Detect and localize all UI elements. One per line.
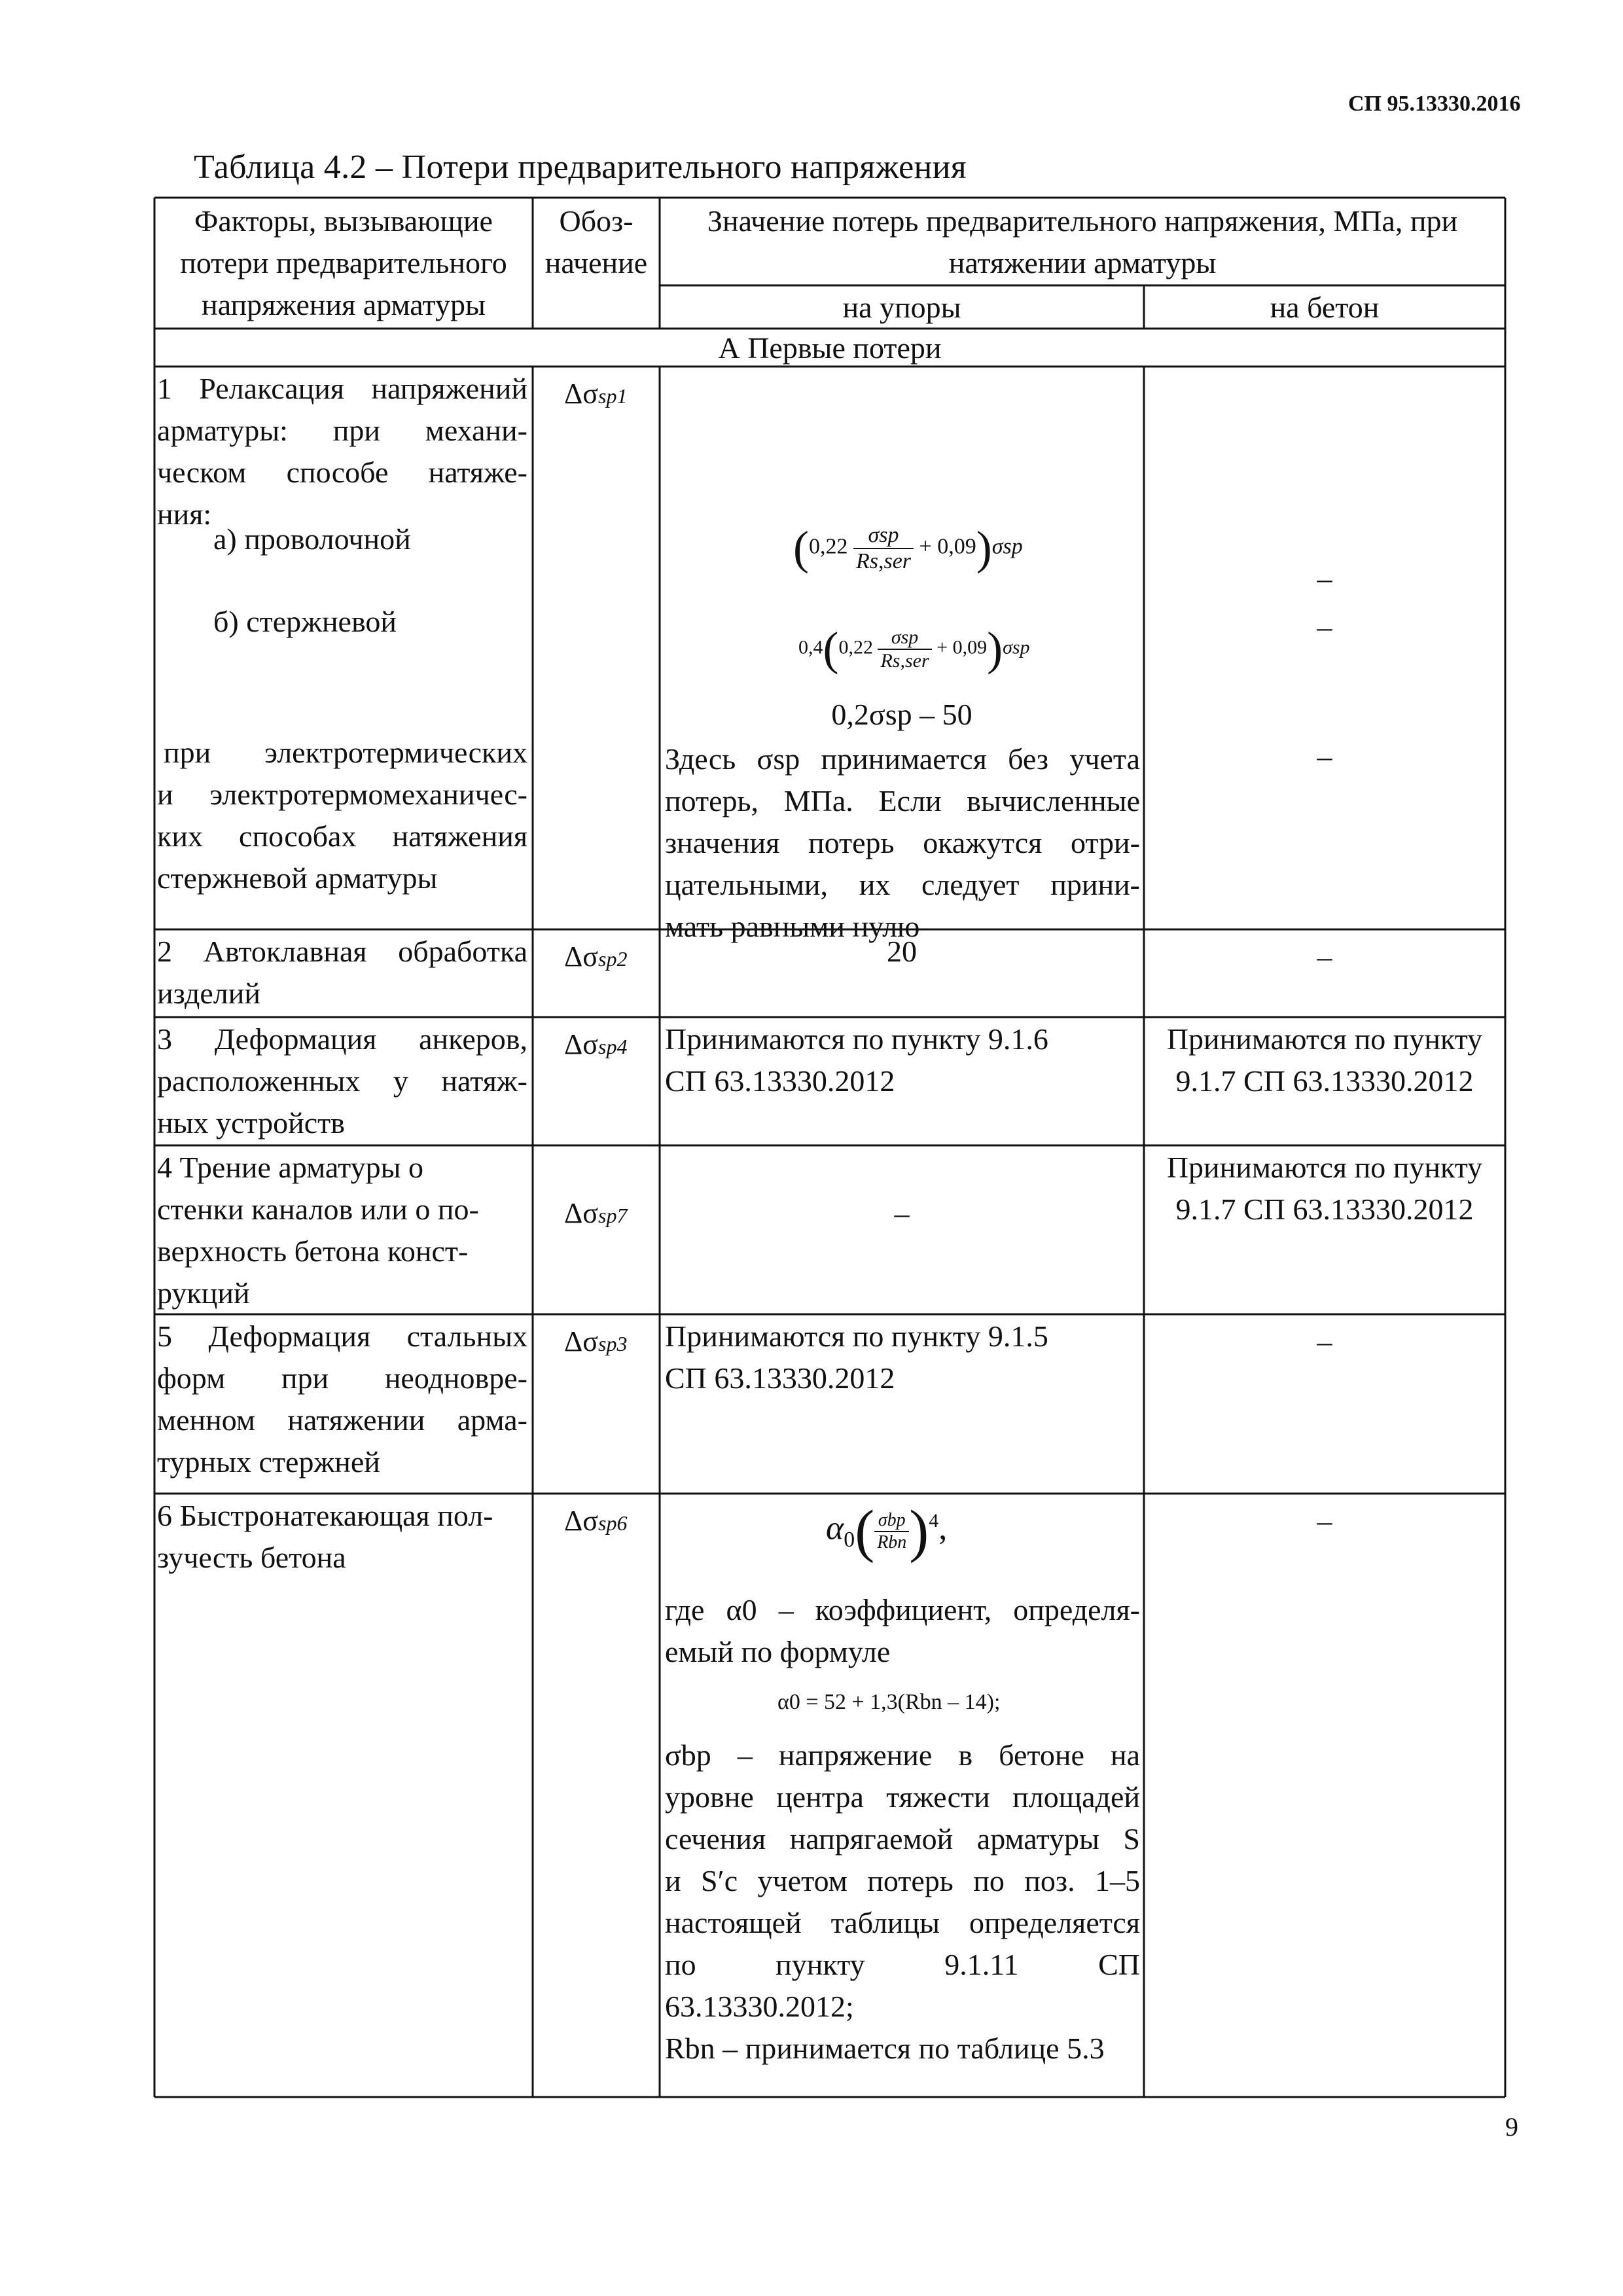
row3-anchors: [665, 1018, 1140, 1102]
row3-factor-line: ных устройств: [157, 1106, 345, 1139]
header-designation-line: начение: [544, 246, 648, 279]
document-code: СП 95.13330.2016: [1348, 92, 1521, 116]
row5-factor-line: турных стержней: [157, 1445, 380, 1479]
row5-factor-line: менном натяжении арма-: [157, 1403, 527, 1437]
row4-anchors: –: [894, 1196, 910, 1230]
row6-concrete: –: [1317, 1504, 1332, 1537]
header-on-anchors: на упоры: [842, 291, 961, 324]
row6-factor: [157, 1495, 527, 1579]
row1-symbol: Δσsp1: [564, 378, 628, 410]
row5-factor-line: форм при неодновре-: [157, 1361, 527, 1395]
row6-text-line: где α0 – коэффициент, определя-: [665, 1593, 1140, 1626]
row6-text2-line: уровне центра тяжести площадей: [665, 1780, 1140, 1814]
row4-concrete-line: 9.1.7 СП 63.13330.2012: [1175, 1193, 1474, 1226]
row5-factor-line: 5 Деформация стальных: [157, 1319, 527, 1353]
row4-symbol: Δσsp7: [564, 1197, 628, 1229]
row3-factor-line: 3 Деформация анкеров,: [157, 1022, 527, 1056]
row3-anchors-line: СП 63.13330.2012: [665, 1064, 895, 1098]
row3-factor-line: расположенных у натяж-: [157, 1064, 527, 1098]
row1-factor-line: арматуры: при механи-: [157, 414, 527, 447]
row1-note-line: мать равными нулю: [665, 910, 920, 943]
row6-text2-line: сечения напрягаемой арматуры S: [665, 1822, 1140, 1856]
row5-symbol: Δσsp3: [564, 1325, 628, 1357]
row4-concrete-line: Принимаются по пункту: [1166, 1151, 1483, 1184]
row4-factor-line: рукций: [157, 1276, 250, 1310]
row1-note-line: потерь, МПа. Если вычисленные: [665, 784, 1140, 817]
row3-symbol: Δσsp4: [564, 1028, 628, 1060]
row1-electro-line: при электротермических: [164, 736, 527, 769]
row2-factor: [157, 931, 527, 1014]
header-loss-line: натяжении арматуры: [948, 246, 1217, 279]
row1-factor-line: ческом способе натяже-: [157, 456, 527, 489]
row4-factor-line: верхность бетона конст-: [157, 1234, 469, 1268]
row1-factor-line: 1 Релаксация напряжений: [157, 372, 527, 405]
row6-text: [665, 1589, 1140, 1673]
row3-anchors-line: Принимаются по пункту 9.1.6: [665, 1022, 1048, 1056]
row1-factor-line: ния:: [157, 497, 212, 531]
table-title: Таблица 4.2 – Потери предварительного напряжения: [194, 149, 967, 186]
header-factors-line: напряжения арматуры: [202, 288, 486, 321]
header-designation: [535, 200, 657, 284]
section-first-losses: А Первые потери: [718, 331, 942, 365]
row2-concrete: –: [1317, 940, 1332, 973]
header-factors-line: Факторы, вызывающие: [194, 204, 493, 238]
row1-sub-rod: б) стержневой: [213, 605, 397, 638]
row1-electro-line: стержневой арматуры: [157, 861, 438, 895]
row6-text2: [665, 1734, 1140, 2070]
row1-formula-wire: (0,22 $\frac{\text{σsp}}{\text{Rs,ser}}$ + 0,09)σsp: [793, 522, 1023, 574]
row5-anchors-line: СП 63.13330.2012: [665, 1361, 895, 1395]
row6-text2-line: Rbn – принимается по таблице 5.3: [665, 2032, 1105, 2065]
row5-factor: [157, 1316, 527, 1483]
row3-concrete-line: 9.1.7 СП 63.13330.2012: [1175, 1064, 1474, 1098]
row6-text2-line: 63.13330.2012;: [665, 1990, 854, 2023]
row4-factor-line: стенки каналов или о по-: [157, 1193, 479, 1226]
row4-concrete: [1147, 1147, 1503, 1230]
row1-formula-rod: 0,4(0,22 $\frac{\text{σsp}}{\text{Rs,ser}}$ + 0,09)σsp: [798, 622, 1030, 675]
page-number: 9: [1505, 2112, 1518, 2142]
row2-anchors: 20: [887, 935, 917, 968]
row6-formula-main: $\alpha_0$( $\frac{\text{σbp}}{\text{Rbn}}$ )$^4$,: [826, 1499, 948, 1564]
row1-factor-electro: [157, 732, 527, 899]
row5-concrete: –: [1317, 1325, 1332, 1358]
header-loss-values: [662, 200, 1503, 284]
row1-concrete-rod: –: [1317, 610, 1332, 643]
row3-concrete: [1147, 1018, 1503, 1102]
row6-text-line: емый по формуле: [665, 1635, 891, 1668]
row6-factor-line: зучесть бетона: [157, 1541, 346, 1574]
row5-anchors: [665, 1316, 1140, 1399]
header-on-concrete: на бетон: [1270, 291, 1380, 324]
header-factors: [157, 200, 530, 326]
row1-factor: [157, 368, 527, 535]
row5-anchors-line: Принимаются по пункту 9.1.5: [665, 1319, 1048, 1353]
row1-sub-wire: а) проволочной: [213, 522, 411, 556]
row1-formula-electro: 0,2σsp – 50: [831, 698, 972, 731]
row6-text2-line: и S′с учетом потерь по поз. 1–5: [665, 1864, 1140, 1897]
row1-concrete-wire: –: [1317, 562, 1332, 595]
row3-factor: [157, 1018, 527, 1144]
row6-text2-line: настоящей таблицы определяется: [665, 1906, 1140, 1939]
row1-electro-line: и электротермомеханичес-: [157, 778, 527, 811]
row1-electro-line: ких способах натяжения: [157, 819, 527, 853]
row6-text2-line: σbp – напряжение в бетоне на: [665, 1738, 1140, 1772]
row2-factor-line: изделий: [157, 977, 260, 1010]
row1-note-line: цательными, их следует прини-: [665, 868, 1140, 901]
header-loss-line: Значение потерь предварительного напряжения, МПа, при: [707, 204, 1458, 238]
header-designation-line: Обоз-: [559, 204, 633, 238]
row2-symbol: Δσsp2: [564, 941, 628, 973]
row6-factor-line: 6 Быстронатекающая пол-: [157, 1499, 493, 1532]
row2-factor-line: 2 Автоклавная обработка: [157, 935, 527, 968]
row4-factor: [157, 1147, 527, 1314]
row1-note-line: Здесь σsp принимается без учета: [665, 742, 1140, 776]
row1-concrete-electro: –: [1317, 740, 1332, 773]
row6-symbol: Δσsp6: [564, 1505, 628, 1537]
row3-concrete-line: Принимаются по пункту: [1166, 1022, 1483, 1056]
row6-formula-alpha: α0 = 52 + 1,3(Rbn – 14);: [777, 1690, 1001, 1714]
row4-factor-line: 4 Трение арматуры о: [157, 1151, 424, 1184]
row1-note-line: значения потерь окажутся отри-: [665, 826, 1140, 859]
row1-note: [665, 738, 1140, 948]
row6-text2-line: по пункту 9.1.11 СП: [665, 1948, 1140, 1981]
header-factors-line: потери предварительного: [180, 246, 507, 279]
